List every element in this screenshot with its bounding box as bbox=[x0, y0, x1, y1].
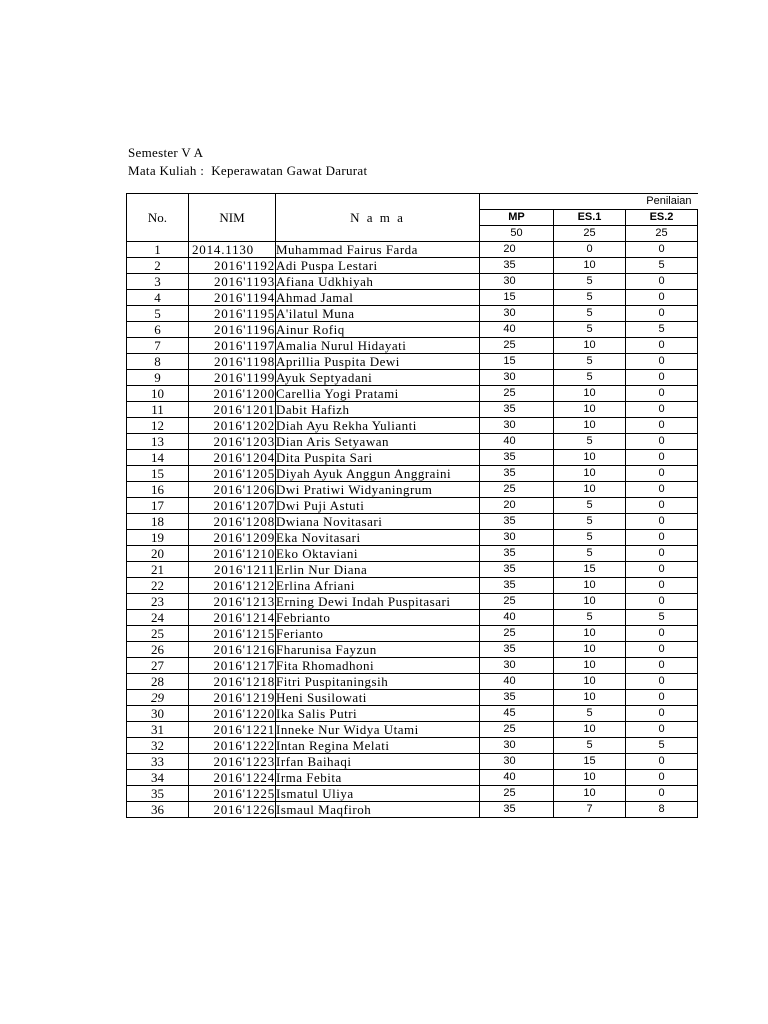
row-number: 9 bbox=[127, 370, 189, 386]
table-row bbox=[127, 434, 698, 450]
row-number: 33 bbox=[127, 754, 189, 770]
score-es1: 10 bbox=[554, 770, 626, 786]
score-es1: 10 bbox=[554, 786, 626, 802]
student-name: Fitri Puspitaningsih bbox=[276, 674, 480, 690]
row-number: 27 bbox=[127, 658, 189, 674]
row-number: 13 bbox=[127, 434, 189, 450]
score-mp: 40 bbox=[480, 610, 554, 626]
score-mp: 40 bbox=[480, 434, 554, 450]
grades-table bbox=[126, 193, 698, 818]
score-mp: 25 bbox=[480, 482, 554, 498]
row-number: 11 bbox=[127, 402, 189, 418]
column-group-penilaian: Penilaian bbox=[480, 194, 698, 210]
score-mp: 35 bbox=[480, 562, 554, 578]
student-name: Dabit Hafizh bbox=[276, 402, 480, 418]
student-name: Ayuk Septyadani bbox=[276, 370, 480, 386]
score-es2: 5 bbox=[626, 322, 698, 338]
student-name: Afiana Udkhiyah bbox=[276, 274, 480, 290]
row-number: 1 bbox=[127, 242, 189, 258]
row-number: 16 bbox=[127, 482, 189, 498]
table-row bbox=[127, 530, 698, 546]
student-nim: 2016'1196 bbox=[189, 322, 276, 338]
score-es2: 0 bbox=[626, 530, 698, 546]
score-es2: 0 bbox=[626, 242, 698, 258]
student-nim: 2016'1224 bbox=[189, 770, 276, 786]
weight-es1: 25 bbox=[554, 226, 626, 242]
table-row bbox=[127, 306, 698, 322]
score-mp: 40 bbox=[480, 770, 554, 786]
score-mp: 30 bbox=[480, 754, 554, 770]
student-name: Diah Ayu Rekha Yulianti bbox=[276, 418, 480, 434]
score-es1: 0 bbox=[554, 242, 626, 258]
student-nim: 2016'1207 bbox=[189, 498, 276, 514]
table-row bbox=[127, 706, 698, 722]
score-mp: 35 bbox=[480, 546, 554, 562]
score-mp: 15 bbox=[480, 354, 554, 370]
score-mp: 30 bbox=[480, 738, 554, 754]
score-es2: 0 bbox=[626, 722, 698, 738]
table-row bbox=[127, 514, 698, 530]
table-row bbox=[127, 418, 698, 434]
column-header-nim: NIM bbox=[189, 194, 276, 242]
score-es1: 5 bbox=[554, 706, 626, 722]
score-mp: 25 bbox=[480, 786, 554, 802]
student-name: Erlina Afriani bbox=[276, 578, 480, 594]
score-mp: 35 bbox=[480, 578, 554, 594]
table-row bbox=[127, 626, 698, 642]
table-row bbox=[127, 546, 698, 562]
score-es2: 0 bbox=[626, 290, 698, 306]
weight-es2: 25 bbox=[626, 226, 698, 242]
course-name: Keperawatan Gawat Darurat bbox=[211, 163, 368, 178]
score-es2: 0 bbox=[626, 706, 698, 722]
score-es2: 0 bbox=[626, 642, 698, 658]
row-number: 32 bbox=[127, 738, 189, 754]
row-number: 15 bbox=[127, 466, 189, 482]
row-number: 18 bbox=[127, 514, 189, 530]
score-es1: 5 bbox=[554, 306, 626, 322]
score-es2: 0 bbox=[626, 690, 698, 706]
table-row bbox=[127, 578, 698, 594]
student-name: Heni Susilowati bbox=[276, 690, 480, 706]
row-number: 5 bbox=[127, 306, 189, 322]
row-number: 12 bbox=[127, 418, 189, 434]
score-es1: 10 bbox=[554, 482, 626, 498]
table-row bbox=[127, 354, 698, 370]
table-row bbox=[127, 786, 698, 802]
student-name: Carellia Yogi Pratami bbox=[276, 386, 480, 402]
score-es2: 0 bbox=[626, 450, 698, 466]
student-nim: 2016'1216 bbox=[189, 642, 276, 658]
student-name: Ahmad Jamal bbox=[276, 290, 480, 306]
student-nim: 2016'1192 bbox=[189, 258, 276, 274]
column-header-es1: ES.1 bbox=[554, 210, 626, 226]
score-es2: 0 bbox=[626, 546, 698, 562]
table-row bbox=[127, 658, 698, 674]
row-number: 2 bbox=[127, 258, 189, 274]
table-row bbox=[127, 322, 698, 338]
score-es1: 5 bbox=[554, 546, 626, 562]
score-es2: 0 bbox=[626, 498, 698, 514]
score-mp: 30 bbox=[480, 274, 554, 290]
table-body bbox=[127, 242, 698, 818]
student-name: Dwi Puji Astuti bbox=[276, 498, 480, 514]
student-name: Febrianto bbox=[276, 610, 480, 626]
score-mp: 20 bbox=[480, 498, 554, 514]
student-nim: 2016'1193 bbox=[189, 274, 276, 290]
student-nim: 2016'1206 bbox=[189, 482, 276, 498]
row-number: 14 bbox=[127, 450, 189, 466]
student-name: Ika Salis Putri bbox=[276, 706, 480, 722]
score-es1: 10 bbox=[554, 690, 626, 706]
table-row bbox=[127, 498, 698, 514]
score-es2: 5 bbox=[626, 610, 698, 626]
score-es1: 10 bbox=[554, 658, 626, 674]
row-number: 28 bbox=[127, 674, 189, 690]
table-row bbox=[127, 642, 698, 658]
student-name: Fharunisa Fayzun bbox=[276, 642, 480, 658]
row-number: 23 bbox=[127, 594, 189, 610]
document-header bbox=[128, 144, 367, 180]
student-name: Ainur Rofiq bbox=[276, 322, 480, 338]
student-nim: 2016'1225 bbox=[189, 786, 276, 802]
weight-mp: 50 bbox=[480, 226, 554, 242]
score-mp: 35 bbox=[480, 690, 554, 706]
score-es2: 0 bbox=[626, 434, 698, 450]
student-name: Diyah Ayuk Anggun Anggraini bbox=[276, 466, 480, 482]
student-name: A'ilatul Muna bbox=[276, 306, 480, 322]
score-es1: 5 bbox=[554, 434, 626, 450]
row-number: 30 bbox=[127, 706, 189, 722]
student-name: Eko Oktaviani bbox=[276, 546, 480, 562]
student-name: Ismaul Maqfiroh bbox=[276, 802, 480, 818]
row-number: 36 bbox=[127, 802, 189, 818]
score-mp: 35 bbox=[480, 258, 554, 274]
score-es2: 0 bbox=[626, 754, 698, 770]
table-row bbox=[127, 754, 698, 770]
score-es2: 0 bbox=[626, 274, 698, 290]
table-row bbox=[127, 274, 698, 290]
score-es2: 0 bbox=[626, 770, 698, 786]
student-name: Eka Novitasari bbox=[276, 530, 480, 546]
table-row bbox=[127, 738, 698, 754]
score-es1: 10 bbox=[554, 674, 626, 690]
score-es1: 10 bbox=[554, 418, 626, 434]
score-mp: 35 bbox=[480, 450, 554, 466]
score-mp: 30 bbox=[480, 418, 554, 434]
score-es2: 5 bbox=[626, 258, 698, 274]
student-name: Irma Febita bbox=[276, 770, 480, 786]
student-nim: 2016'1223 bbox=[189, 754, 276, 770]
score-es1: 10 bbox=[554, 578, 626, 594]
score-mp: 25 bbox=[480, 338, 554, 354]
student-nim: 2016'1220 bbox=[189, 706, 276, 722]
column-header-no: No. bbox=[127, 194, 189, 242]
student-nim: 2016'1194 bbox=[189, 290, 276, 306]
student-nim: 2016'1201 bbox=[189, 402, 276, 418]
table-row bbox=[127, 482, 698, 498]
student-name: Dita Puspita Sari bbox=[276, 450, 480, 466]
score-es2: 0 bbox=[626, 386, 698, 402]
score-mp: 45 bbox=[480, 706, 554, 722]
score-es1: 10 bbox=[554, 338, 626, 354]
score-mp: 30 bbox=[480, 658, 554, 674]
student-name: Erning Dewi Indah Puspitasari bbox=[276, 594, 480, 610]
student-nim: 2016'1198 bbox=[189, 354, 276, 370]
score-mp: 35 bbox=[480, 466, 554, 482]
table-row bbox=[127, 802, 698, 818]
row-number: 20 bbox=[127, 546, 189, 562]
student-nim: 2016'1208 bbox=[189, 514, 276, 530]
score-mp: 40 bbox=[480, 674, 554, 690]
student-name: Amalia Nurul Hidayati bbox=[276, 338, 480, 354]
student-name: Dian Aris Setyawan bbox=[276, 434, 480, 450]
row-number: 29 bbox=[127, 690, 189, 706]
table-row bbox=[127, 722, 698, 738]
row-number: 4 bbox=[127, 290, 189, 306]
student-nim: 2016'1213 bbox=[189, 594, 276, 610]
student-nim: 2016'1209 bbox=[189, 530, 276, 546]
score-mp: 25 bbox=[480, 594, 554, 610]
student-nim: 2016'1200 bbox=[189, 386, 276, 402]
score-es1: 7 bbox=[554, 802, 626, 818]
row-number: 10 bbox=[127, 386, 189, 402]
student-nim: 2016'1199 bbox=[189, 370, 276, 386]
score-es2: 0 bbox=[626, 466, 698, 482]
table-row bbox=[127, 402, 698, 418]
student-nim: 2016'1212 bbox=[189, 578, 276, 594]
score-es2: 0 bbox=[626, 482, 698, 498]
score-mp: 35 bbox=[480, 402, 554, 418]
semester-label: Semester V A bbox=[128, 145, 204, 160]
table-row bbox=[127, 450, 698, 466]
score-es1: 10 bbox=[554, 642, 626, 658]
score-es1: 10 bbox=[554, 466, 626, 482]
row-number: 25 bbox=[127, 626, 189, 642]
score-es1: 5 bbox=[554, 610, 626, 626]
student-nim: 2016'1202 bbox=[189, 418, 276, 434]
student-name: Ferianto bbox=[276, 626, 480, 642]
student-name: Dwi Pratiwi Widyaningrum bbox=[276, 482, 480, 498]
row-number: 35 bbox=[127, 786, 189, 802]
score-es2: 0 bbox=[626, 402, 698, 418]
score-mp: 30 bbox=[480, 306, 554, 322]
score-es2: 0 bbox=[626, 674, 698, 690]
score-mp: 30 bbox=[480, 530, 554, 546]
score-mp: 35 bbox=[480, 514, 554, 530]
score-es1: 5 bbox=[554, 530, 626, 546]
score-es2: 0 bbox=[626, 370, 698, 386]
table-row bbox=[127, 290, 698, 306]
score-es1: 10 bbox=[554, 402, 626, 418]
score-mp: 35 bbox=[480, 802, 554, 818]
student-name: Intan Regina Melati bbox=[276, 738, 480, 754]
student-name: Aprillia Puspita Dewi bbox=[276, 354, 480, 370]
score-es1: 5 bbox=[554, 354, 626, 370]
score-es1: 10 bbox=[554, 450, 626, 466]
student-nim: 2016'1205 bbox=[189, 466, 276, 482]
student-name: Ismatul Uliya bbox=[276, 786, 480, 802]
student-name: Inneke Nur Widya Utami bbox=[276, 722, 480, 738]
score-es1: 10 bbox=[554, 594, 626, 610]
row-number: 21 bbox=[127, 562, 189, 578]
score-es1: 10 bbox=[554, 722, 626, 738]
score-mp: 15 bbox=[480, 290, 554, 306]
student-nim: 2016'1204 bbox=[189, 450, 276, 466]
table-row bbox=[127, 594, 698, 610]
row-number: 31 bbox=[127, 722, 189, 738]
student-nim: 2016'1222 bbox=[189, 738, 276, 754]
score-es1: 10 bbox=[554, 386, 626, 402]
score-mp: 35 bbox=[480, 642, 554, 658]
score-es1: 15 bbox=[554, 754, 626, 770]
table-row bbox=[127, 370, 698, 386]
student-nim: 2016'1210 bbox=[189, 546, 276, 562]
student-name: Erlin Nur Diana bbox=[276, 562, 480, 578]
score-es1: 10 bbox=[554, 258, 626, 274]
table-row bbox=[127, 338, 698, 354]
table-row bbox=[127, 674, 698, 690]
row-number: 19 bbox=[127, 530, 189, 546]
score-mp: 30 bbox=[480, 370, 554, 386]
score-es1: 5 bbox=[554, 274, 626, 290]
score-es2: 0 bbox=[626, 514, 698, 530]
table-row bbox=[127, 258, 698, 274]
column-header-nama: N a m a bbox=[276, 194, 480, 242]
row-number: 8 bbox=[127, 354, 189, 370]
row-number: 22 bbox=[127, 578, 189, 594]
row-number: 24 bbox=[127, 610, 189, 626]
row-number: 17 bbox=[127, 498, 189, 514]
student-nim: 2016'1219 bbox=[189, 690, 276, 706]
table-row bbox=[127, 690, 698, 706]
table-row bbox=[127, 562, 698, 578]
score-es2: 0 bbox=[626, 354, 698, 370]
student-nim: 2016'1221 bbox=[189, 722, 276, 738]
row-number: 3 bbox=[127, 274, 189, 290]
column-header-es2: ES.2 bbox=[626, 210, 698, 226]
row-number: 7 bbox=[127, 338, 189, 354]
row-number: 6 bbox=[127, 322, 189, 338]
student-nim: 2016'1218 bbox=[189, 674, 276, 690]
student-nim: 2016'1214 bbox=[189, 610, 276, 626]
score-es1: 10 bbox=[554, 626, 626, 642]
student-nim: 2016'1195 bbox=[189, 306, 276, 322]
score-es2: 0 bbox=[626, 418, 698, 434]
student-nim: 2016'1203 bbox=[189, 434, 276, 450]
score-es2: 0 bbox=[626, 594, 698, 610]
table-row bbox=[127, 770, 698, 786]
score-es1: 5 bbox=[554, 514, 626, 530]
student-name: Muhammad Fairus Farda bbox=[276, 242, 480, 258]
score-es1: 5 bbox=[554, 498, 626, 514]
student-name: Adi Puspa Lestari bbox=[276, 258, 480, 274]
course-label: Mata Kuliah : bbox=[128, 163, 205, 178]
score-es2: 8 bbox=[626, 802, 698, 818]
score-es2: 0 bbox=[626, 658, 698, 674]
student-nim: 2016'1217 bbox=[189, 658, 276, 674]
score-es2: 0 bbox=[626, 562, 698, 578]
score-es1: 5 bbox=[554, 370, 626, 386]
score-mp: 20 bbox=[480, 242, 554, 258]
score-es1: 5 bbox=[554, 290, 626, 306]
table-row bbox=[127, 386, 698, 402]
column-header-mp: MP bbox=[480, 210, 554, 226]
student-name: Fita Rhomadhoni bbox=[276, 658, 480, 674]
course-line bbox=[128, 162, 367, 180]
score-mp: 40 bbox=[480, 322, 554, 338]
score-es2: 0 bbox=[626, 578, 698, 594]
score-es2: 0 bbox=[626, 306, 698, 322]
score-mp: 25 bbox=[480, 626, 554, 642]
student-name: Dwiana Novitasari bbox=[276, 514, 480, 530]
student-nim: 2016'1226 bbox=[189, 802, 276, 818]
student-nim: 2016'1211 bbox=[189, 562, 276, 578]
student-nim: 2014.1130 bbox=[189, 242, 276, 258]
table-row bbox=[127, 610, 698, 626]
score-es2: 0 bbox=[626, 626, 698, 642]
row-number: 26 bbox=[127, 642, 189, 658]
row-number: 34 bbox=[127, 770, 189, 786]
score-es2: 5 bbox=[626, 738, 698, 754]
score-mp: 25 bbox=[480, 722, 554, 738]
table-row bbox=[127, 466, 698, 482]
score-es2: 0 bbox=[626, 786, 698, 802]
student-nim: 2016'1215 bbox=[189, 626, 276, 642]
student-name: Irfan Baihaqi bbox=[276, 754, 480, 770]
score-mp: 25 bbox=[480, 386, 554, 402]
table-row bbox=[127, 242, 698, 258]
score-es1: 5 bbox=[554, 738, 626, 754]
score-es1: 15 bbox=[554, 562, 626, 578]
student-nim: 2016'1197 bbox=[189, 338, 276, 354]
score-es2: 0 bbox=[626, 338, 698, 354]
score-es1: 5 bbox=[554, 322, 626, 338]
